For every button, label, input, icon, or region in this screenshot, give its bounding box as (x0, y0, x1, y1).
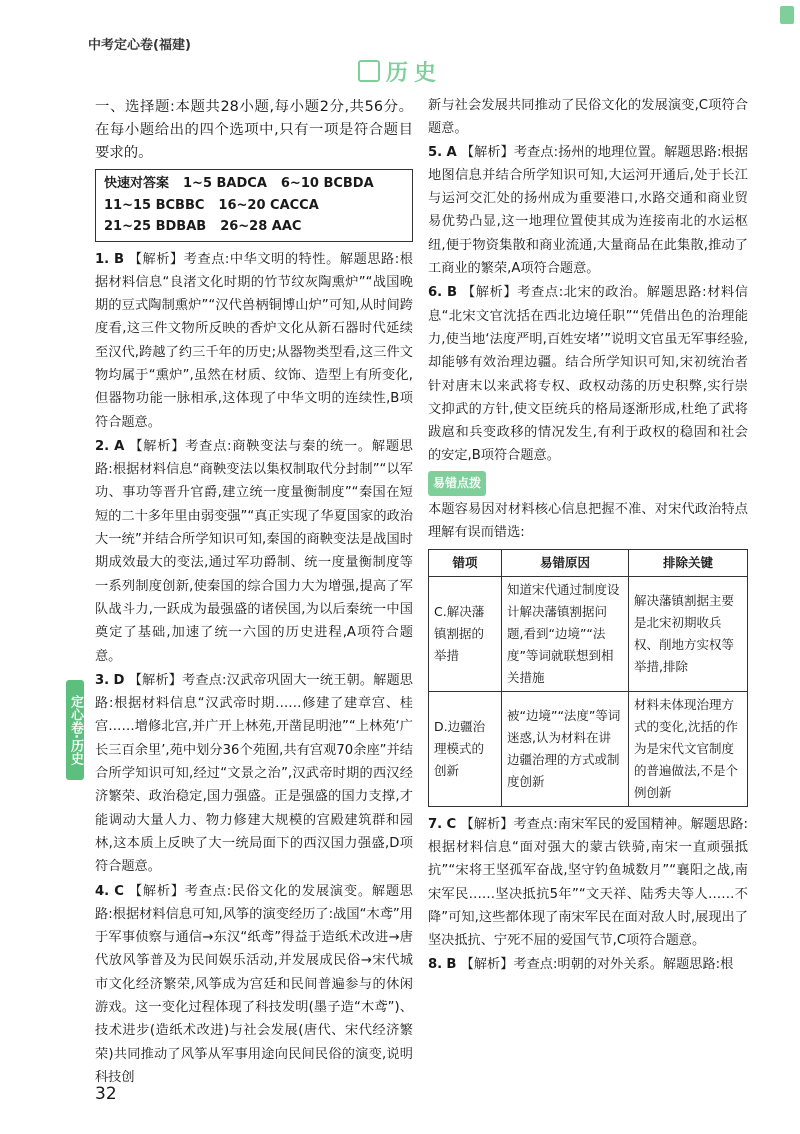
answer-item (428, 953, 748, 976)
answer-item (428, 141, 748, 281)
right-answer-list (428, 141, 748, 468)
answer-group: 1~5 BADCA (183, 176, 267, 191)
table-header: 易错原因 (502, 549, 629, 576)
item-answer: C (446, 816, 457, 832)
item-text: 【解析】考查点:汉武帝巩固大一统王朝。解题思路:根据材料信息“汉武帝时期……修建了建章宫、桂宫……增修北宫,并广开上林苑,开凿昆明池”“上林苑‘广长三百余里’,苑中划分36个苑囿,共有宫观70余座”并结合所学知识可知,经过“文景之治”,汉武帝时期的西汉经济繁荣、政治稳定,国力强盛。正是强盛的国力支撑,才能调动大量人力、物力修建大规模的宫殿建筑群和园林,这本质上反映了大一统局面下的西汉国力强盛,D项符合题意。 (95, 672, 413, 875)
item-number: 2. (95, 438, 110, 454)
subject-label: 历史 (385, 61, 442, 86)
subject-title (0, 56, 800, 87)
item-answer: C (114, 883, 124, 899)
answer-group: 11~15 BCBBC (104, 197, 205, 213)
answer-group: 6~10 BCBDA (280, 176, 374, 191)
table-cell: C.解决藩镇割据的举措 (429, 576, 502, 691)
table-row (429, 576, 748, 691)
table-cell: 知道宋代通过制度设计解决藩镇割据问题,看到“边境”“法度”等词就联想到相关措施 (502, 576, 629, 691)
left-answer-list (95, 248, 413, 1090)
item-number: 1. (95, 251, 110, 267)
item-text: 【解析】考查点:明朝的对外关系。解题思路:根 (460, 957, 734, 973)
book-title: 中考定心卷(福建) (88, 38, 191, 53)
item-answer: B (447, 285, 458, 301)
table-header: 排除关键 (629, 549, 748, 576)
item-text: 【解析】考查点:商鞅变法与秦的统一。解题思路:根据材料信息“商鞅变法以集权制取代分封制”“以军功、事功等晋升官爵,建立统一度量衡制度”“秦国在短短的二十多年里由弱变强”“真正实现了华夏国家的政治大一统”并结合所学知识可知,秦国的商鞅变法是战国时期成效最大的变法,通过军功爵制、统一度量衡制度等一系列制度创新,使秦国的综合国力大为增强,提高了军队战斗力,一跃成为最强盛的诸侯国,为以后秦统一中国奠定了基础,加速了统一六国的历史进程,A项符合题意。 (95, 438, 413, 664)
continued-text: 新与社会发展共同推动了民俗文化的发展演变,C项符合题意。 (428, 98, 748, 137)
table-cell: D.边疆治理模式的创新 (429, 691, 502, 806)
side-tab: 定心卷·历史 (66, 680, 84, 780)
item-answer: B (113, 251, 124, 267)
answer-group: 21~25 BDBAB (104, 219, 207, 234)
section-intro: 一、选择题:本题共28小题,每小题2分,共56分。在每小题给出的四个选项中,只有一项是符合题目要求的。 (95, 99, 413, 161)
corner-tab (780, 6, 794, 24)
item-text: 【解析】考查点:扬州的地理位置。解题思路:根据地图信息并结合所学知识可知,大运河开通后,处于长江与运河交汇处的扬州成为重要港口,水路交通和商业贸易优势凸显,这一地理位置使其成为连接南北的水运枢纽,便于物资集散和商业流通,大量商品在此集散,推动了工商业的繁荣,A项符合题意。 (428, 144, 748, 277)
item-number: 3. (95, 672, 110, 688)
table-cell: 材料未体现治理方式的变化,沈括的作为是宋代文官制度的普遍做法,不是个例创新 (629, 691, 748, 806)
answer-item (95, 669, 413, 879)
item-answer: A (446, 144, 457, 160)
answer-group: 16~20 CACCA (218, 197, 319, 213)
table-row (429, 691, 748, 806)
page-number: 32 (95, 1084, 117, 1104)
answer-item (428, 813, 748, 953)
table-header: 错项 (429, 549, 502, 576)
right-column (428, 94, 748, 978)
item-answer: A (114, 438, 125, 454)
tip-badge: 易错点拨 (428, 471, 486, 496)
table-cell: 被“边境”“法度”等词迷惑,认为材料在讲边疆治理的方式或制度创新 (502, 691, 629, 806)
item-text: 【解析】考查点:中华文明的特性。解题思路:根据材料信息“良渚文化时期的竹节纹灰陶熏炉”“战国晚期的豆式陶制熏炉”“汉代兽柄铜博山炉”可知,从时间跨度看,这三件文物所反映的香炉文化从新石器时代延续至汉代,跨越了约三千年的历史;从器物类型看,这三件文物均属于“熏炉”,虽然在材质、纹饰、造型上有所变化,但器物功能一脉相承,这体现了中华文明的连续性,B项符合题意。 (95, 251, 413, 430)
book-icon (358, 60, 380, 82)
tip-text: 本题容易因对材料核心信息把握不准、对宋代政治特点理解有误而错选: (428, 502, 748, 541)
item-answer: B (446, 957, 457, 973)
item-number: 4. (95, 883, 110, 899)
table-cell: 解决藩镇割据主要是北宋初期收兵权、削地方实权等举措,排除 (629, 576, 748, 691)
item-number: 6. (428, 285, 443, 301)
quick-answers (95, 169, 413, 242)
answer-group: 26~28 AAC (220, 219, 302, 234)
item-text: 【解析】考查点:南宋军民的爱国精神。解题思路:根据材料信息“面对强大的蒙古铁骑,南宋一直顽强抵抗”“宋将王坚孤军奋战,坚守钓鱼城数月”“襄阳之战,南宋军民……坚决抵抗5年”“文天祥、陆秀夫等人……不降”可知,这些都体现了南宋军民在面对敌人时,展现出了坚决抵抗、宁死不屈的爱国气节,C项符合题意。 (428, 816, 748, 949)
error-table (428, 549, 748, 807)
quick-label: 快速对答案 (104, 176, 170, 191)
answer-item (95, 880, 413, 1090)
item-number: 7. (428, 816, 443, 832)
answer-item (95, 248, 413, 434)
answer-item (95, 435, 413, 668)
item-text: 【解析】考查点:民俗文化的发展演变。解题思路:根据材料信息可知,风筝的演变经历了:战国“木鸢”用于军事侦察与通信→东汉“纸鸢”得益于造纸术改进→唐代放风筝普及为民间娱乐活动,并发展成民俗→宋代城市文化经济繁荣,风筝成为宫廷和民间普遍参与的休闲游戏。这一变化过程体现了科技发明(墨子造“木鸢”)、技术进步(造纸术改进)与社会发展(唐代、宋代经济繁荣)共同推动了风筝从军事用途向民间民俗的演变,说明科技创 (95, 883, 413, 1085)
left-column (95, 96, 413, 1090)
item-answer: D (113, 672, 125, 688)
answer-item (428, 281, 748, 467)
item-number: 5. (428, 144, 443, 160)
right-answer-list-2 (428, 813, 748, 977)
item-text: 【解析】考查点:北宋的政治。解题思路:材料信息“北宋文官沈括在西北边境任职”“凭借出色的治理能力,使当地‘法度严明,百姓安堵’”说明文官虽无军事经验,却能够有效治理边疆。结合所学知识可知,宋初统治者针对唐末以来武将专权、政权动荡的历史积弊,实行崇文抑武的方针,使文臣统兵的格局逐渐形成,杜绝了武将跋扈和兵变政移的情况发生,有利于政权的稳固和社会的安定,B项符合题意。 (428, 285, 748, 464)
item-number: 8. (428, 957, 443, 973)
